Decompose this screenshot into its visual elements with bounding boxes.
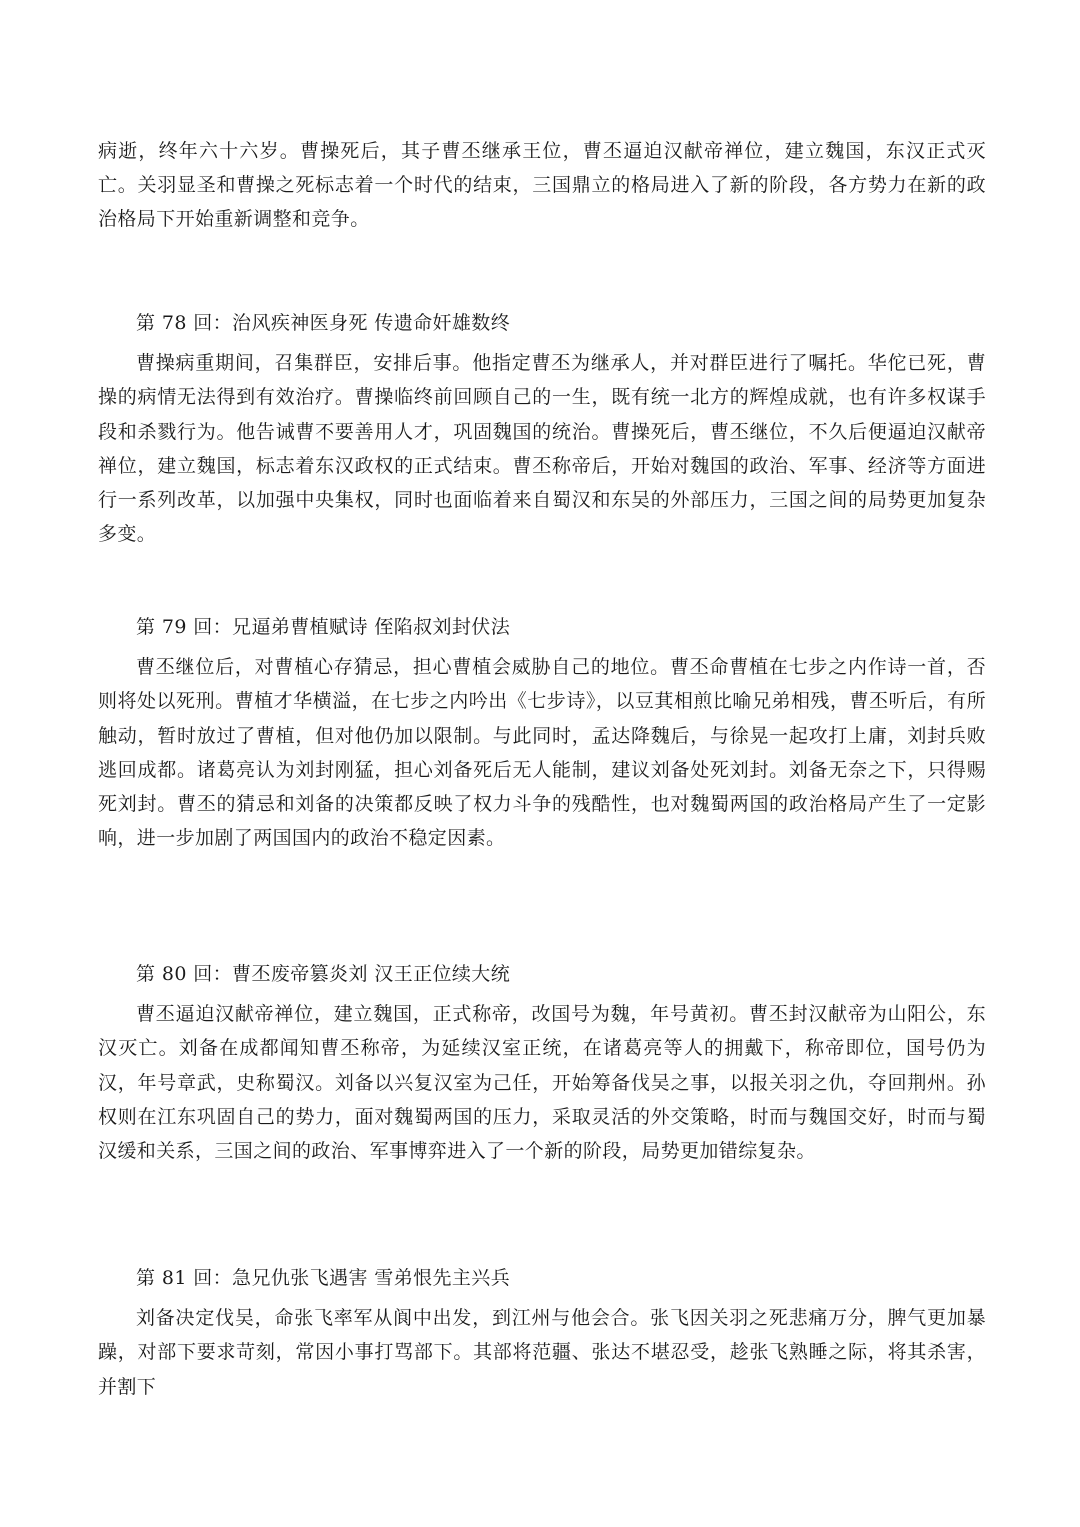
- intro-paragraph: 病逝，终年六十六岁。曹操死后，其子曹丕继承王位，曹丕逼迫汉献帝禅位，建立魏国，东汉正式灭亡。关羽显圣和曹操之死标志着一个时代的结束，三国鼎立的格局进入了新的阶段，各方势力在新的政治格局下开始重新调整和竞争。: [98, 140, 986, 231]
- chapter-80-section: [98, 957, 986, 1168]
- chapter-80-body: 曹丕逼迫汉献帝禅位，建立魏国，正式称帝，改国号为魏，年号黄初。曹丕封汉献帝为山阳公，东汉灭亡。刘备在成都闻知曹丕称帝，为延续汉室正统，在诸葛亮等人的拥戴下，称帝即位，国号仍为汉，年号章武，史称蜀汉。刘备以兴复汉室为己任，开始筹备伐吴之事，以报关羽之仇，夺回荆州。孙权则在江东巩固自己的势力，面对魏蜀两国的压力，采取灵活的外交策略，时而与魏国交好，时而与蜀汉缓和关系，三国之间的政治、军事博弈进入了一个新的阶段，局势更加错综复杂。: [98, 1003, 986, 1163]
- chapter-78-heading: 第 78 回：治风疾神医身死 传遗命奸雄数终: [136, 312, 511, 334]
- chapter-80-heading: 第 80 回：曹丕废帝篡炎刘 汉王正位续大统: [136, 963, 511, 985]
- chapter-79-heading: 第 79 回：兄逼弟曹植赋诗 侄陷叔刘封伏法: [136, 616, 511, 638]
- chapter-78-section: [98, 306, 986, 551]
- chapter-81-section: [98, 1261, 986, 1404]
- chapter-78-body: 曹操病重期间，召集群臣，安排后事。他指定曹丕为继承人，并对群臣进行了嘱托。华佗已死，曹操的病情无法得到有效治疗。曹操临终前回顾自己的一生，既有统一北方的辉煌成就，也有许多权谋手段和杀戮行为。他告诫曹不要善用人才，巩固魏国的统治。曹操死后，曹丕继位，不久后便逼迫汉献帝禅位，建立魏国，标志着东汉政权的正式结束。曹丕称帝后，开始对魏国的政治、军事、经济等方面进行一系列改革，以加强中央集权，同时也面临着来自蜀汉和东吴的外部压力，三国之间的局势更加复杂多变。: [98, 352, 986, 546]
- chapter-81-body: 刘备决定伐吴，命张飞率军从阆中出发，到江州与他会合。张飞因关羽之死悲痛万分，脾气更加暴躁，对部下要求苛刻，常因小事打骂部下。其部将范疆、张达不堪忍受，趁张飞熟睡之际，将其杀害，并割下: [98, 1307, 986, 1398]
- chapter-79-section: [98, 610, 986, 855]
- chapter-79-body: 曹丕继位后，对曹植心存猜忌，担心曹植会威胁自己的地位。曹丕命曹植在七步之内作诗一首，否则将处以死刑。曹植才华横溢，在七步之内吟出《七步诗》，以豆萁相煎比喻兄弟相残，曹丕听后，有所触动，暂时放过了曹植，但对他仍加以限制。与此同时，孟达降魏后，与徐晃一起攻打上庸，刘封兵败逃回成都。诸葛亮认为刘封刚猛，担心刘备死后无人能制，建议刘备处死刘封。刘备无奈之下，只得赐死刘封。曹丕的猜忌和刘备的决策都反映了权力斗争的残酷性，也对魏蜀两国的政治格局产生了一定影响，进一步加剧了两国国内的政治不稳定因素。: [98, 656, 986, 850]
- chapter-81-heading: 第 81 回：急兄仇张飞遇害 雪弟恨先主兴兵: [136, 1267, 511, 1289]
